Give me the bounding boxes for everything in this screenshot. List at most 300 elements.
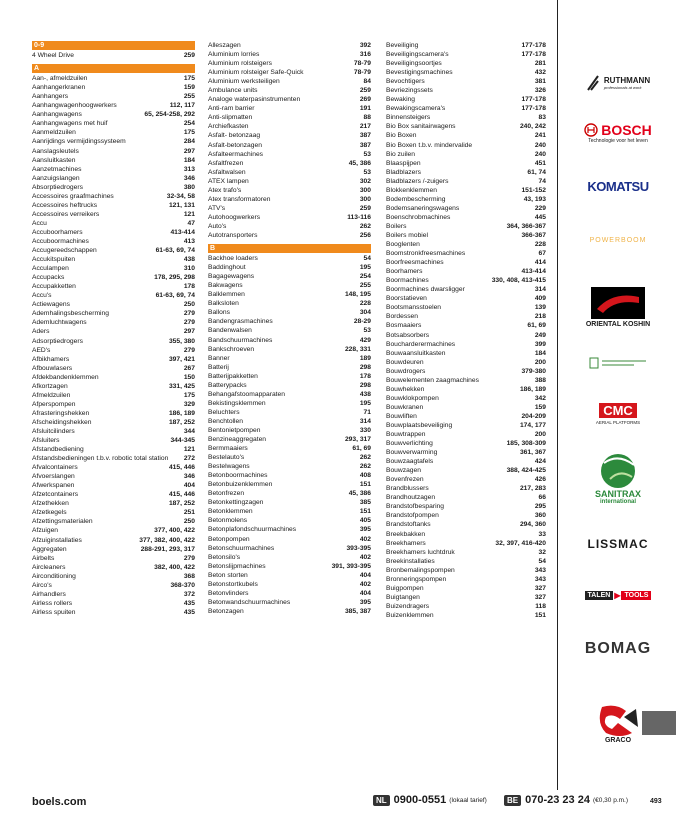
entry-term: Bandenwalsen bbox=[208, 327, 252, 335]
entry-pages: 250 bbox=[183, 518, 195, 526]
index-entry bbox=[208, 222, 371, 231]
entry-term: Bio Boxen t.b.v. mindervalide bbox=[386, 141, 473, 149]
entry-pages: 262 bbox=[359, 222, 371, 230]
entry-term: Asfalt-betonzagen bbox=[208, 141, 262, 149]
oriental-koshin-logo bbox=[560, 282, 676, 330]
entry-pages: 251 bbox=[183, 509, 195, 517]
entry-term: Adsorptiedrogers bbox=[32, 337, 83, 345]
entry-pages: 186, 189 bbox=[519, 385, 546, 393]
phone-be-number[interactable]: 070-23 23 24 bbox=[525, 794, 590, 806]
entry-term: ATEX lampen bbox=[208, 177, 249, 185]
index-entry bbox=[208, 168, 371, 177]
entry-pages: 388, 424-425 bbox=[506, 467, 546, 475]
entry-pages: 364, 366-367 bbox=[506, 222, 546, 230]
index-entry bbox=[386, 457, 546, 466]
entry-term: Airco's bbox=[32, 581, 52, 589]
entry-term: Betonboormachines bbox=[208, 472, 268, 480]
ruthmann-mark-icon bbox=[586, 74, 600, 92]
entry-term: Breekhamers luchtdruk bbox=[386, 548, 455, 556]
bosch-logo bbox=[560, 120, 676, 146]
entry-pages: 240 bbox=[534, 141, 546, 149]
entry-term: Bouwzaagtafels bbox=[386, 458, 434, 466]
index-entry bbox=[208, 507, 371, 516]
cmc-logo bbox=[560, 400, 676, 428]
entry-pages: 218 bbox=[534, 313, 546, 321]
komatsu-name: KOMATSU bbox=[587, 178, 649, 194]
index-entry bbox=[208, 326, 371, 335]
entry-term: Bouwkranen bbox=[386, 403, 424, 411]
entry-term: Bouwdrogers bbox=[386, 367, 426, 375]
entry-term: Aluminium rolsteiger Safe-Quick bbox=[208, 69, 304, 77]
index-entry bbox=[32, 246, 195, 255]
entry-term: Boormachines dwarsligger bbox=[386, 286, 465, 294]
entry-pages: 344 bbox=[183, 427, 195, 435]
index-entry bbox=[32, 445, 195, 454]
index-entry bbox=[208, 150, 371, 159]
entry-term: Balksloten bbox=[208, 300, 239, 308]
entry-term: Bouwtrappen bbox=[386, 431, 426, 439]
entry-term: Ambulance units bbox=[208, 87, 258, 95]
index-entry bbox=[208, 417, 371, 426]
entry-term: Betonmolens bbox=[208, 517, 248, 525]
entry-term: Bentonietpompen bbox=[208, 426, 261, 434]
entry-pages: 45, 386 bbox=[348, 159, 371, 167]
entry-pages: 297 bbox=[183, 147, 195, 155]
index-entry bbox=[386, 186, 546, 195]
entry-pages: 200 bbox=[534, 431, 546, 439]
entry-pages: 43, 193 bbox=[523, 195, 546, 203]
index-entry bbox=[32, 165, 195, 174]
index-entry bbox=[386, 439, 546, 448]
entry-term: Accuboorhamers bbox=[32, 228, 83, 236]
koshin-name: ORIENTAL KOSHIN bbox=[585, 320, 651, 328]
entry-pages: 112, 117 bbox=[169, 102, 195, 110]
index-entry bbox=[386, 340, 546, 349]
index-entry bbox=[386, 50, 546, 59]
entry-pages: 302 bbox=[359, 177, 371, 185]
index-entry bbox=[386, 68, 546, 77]
entry-term: Aircleaners bbox=[32, 563, 66, 571]
index-entry bbox=[208, 336, 371, 345]
bosch-tagline: Technologie voor het leven bbox=[588, 138, 648, 144]
entry-term: Afbikhamers bbox=[32, 355, 70, 363]
entry-term: Bouwliften bbox=[386, 412, 417, 420]
entry-term: Brandstofbesparing bbox=[386, 503, 444, 511]
entry-term: Afzuigen bbox=[32, 527, 59, 535]
entry-pages: 300 bbox=[359, 186, 371, 194]
entry-pages: 178 bbox=[359, 372, 371, 380]
entry-pages: 408 bbox=[359, 472, 371, 480]
entry-term: Alleszagen bbox=[208, 42, 241, 49]
index-entry bbox=[32, 472, 195, 481]
entry-term: Buigtangen bbox=[386, 593, 420, 601]
index-entry bbox=[386, 294, 546, 303]
entry-pages: 405 bbox=[359, 517, 371, 525]
entry-term: Atex trafo's bbox=[208, 186, 242, 194]
index-entry bbox=[32, 590, 195, 599]
entry-term: Behangafstoomapparaten bbox=[208, 390, 285, 398]
index-entry bbox=[32, 156, 195, 165]
entry-term: Bouwhekken bbox=[386, 385, 425, 393]
index-entry bbox=[386, 303, 546, 312]
entry-pages: 395 bbox=[359, 598, 371, 606]
entry-pages: 241 bbox=[534, 132, 546, 140]
entry-term: Bewakingscamera's bbox=[386, 105, 446, 113]
index-entry bbox=[208, 231, 371, 240]
entry-term: ATV's bbox=[208, 204, 226, 212]
index-entry bbox=[208, 204, 371, 213]
index-entry bbox=[32, 101, 195, 110]
entry-pages: 342 bbox=[534, 394, 546, 402]
entry-pages: 343 bbox=[534, 575, 546, 583]
entry-term: Breekbakken bbox=[386, 530, 426, 538]
index-entry bbox=[32, 228, 195, 237]
entry-pages: 368 bbox=[183, 572, 195, 580]
komatsu-logo bbox=[560, 177, 676, 195]
index-entry bbox=[32, 119, 195, 128]
entry-pages: 355, 380 bbox=[168, 337, 195, 345]
entry-term: Brandhoutzagen bbox=[386, 494, 436, 502]
entry-term: Breekhamers bbox=[386, 539, 426, 547]
entry-pages: 387 bbox=[359, 141, 371, 149]
entry-pages: 121 bbox=[183, 446, 195, 454]
divider-line bbox=[557, 0, 558, 790]
entry-pages: 385 bbox=[359, 499, 371, 507]
entry-term: Afstandsbedieningen t.b.v. robotic total station bbox=[32, 455, 169, 463]
index-entry bbox=[208, 589, 371, 598]
index-entry bbox=[386, 141, 546, 150]
entry-term: Aanmeldzuilen bbox=[32, 129, 76, 137]
index-entry bbox=[386, 249, 546, 258]
entry-pages: 195 bbox=[359, 399, 371, 407]
entry-pages: 32 bbox=[538, 548, 546, 556]
entry-term: Ballons bbox=[208, 309, 230, 317]
index-entry bbox=[32, 526, 195, 535]
index-entry bbox=[208, 480, 371, 489]
index-entry bbox=[32, 291, 195, 300]
index-entry bbox=[208, 195, 371, 204]
entry-pages: 379-380 bbox=[521, 367, 546, 375]
index-entry bbox=[32, 581, 195, 590]
entry-term: Afmeldzuilen bbox=[32, 391, 71, 399]
index-entry bbox=[208, 59, 371, 68]
entry-pages: 330 bbox=[359, 426, 371, 434]
index-entry bbox=[32, 174, 195, 183]
index-entry bbox=[32, 137, 195, 146]
entry-pages: 148, 195 bbox=[344, 291, 371, 299]
entry-pages: 177-178 bbox=[521, 105, 546, 113]
entry-pages: 269 bbox=[359, 96, 371, 104]
entry-term: Aan-, afmeldzuilen bbox=[32, 75, 88, 83]
phone-nl-note: (lokaal tarief) bbox=[449, 796, 487, 804]
index-entry bbox=[386, 548, 546, 557]
entry-pages: 187, 252 bbox=[168, 418, 195, 426]
index-entry bbox=[32, 300, 195, 309]
index-entry bbox=[32, 545, 195, 554]
index-entry bbox=[208, 254, 371, 263]
entry-pages: 331, 425 bbox=[168, 382, 195, 390]
index-entry bbox=[208, 516, 371, 525]
entry-pages: 175 bbox=[183, 129, 195, 137]
entry-term: Bakwagens bbox=[208, 282, 243, 290]
entry-term: Blaaspijpen bbox=[386, 159, 421, 167]
index-entry bbox=[386, 122, 546, 131]
entry-term: Aanhangwagens met huif bbox=[32, 120, 108, 128]
index-entry bbox=[386, 77, 546, 86]
index-entry bbox=[208, 598, 371, 607]
index-entry bbox=[386, 484, 546, 493]
entry-pages: 279 bbox=[183, 310, 195, 318]
index-entry bbox=[32, 128, 195, 137]
index-entry bbox=[32, 183, 195, 192]
entry-pages: 185, 308-309 bbox=[506, 440, 546, 448]
entry-pages: 61, 69 bbox=[527, 322, 546, 330]
entry-term: Afperspompen bbox=[32, 400, 76, 408]
entry-term: Aanhangwagenhoogwerkers bbox=[32, 102, 117, 110]
entry-term: Aluminium lorries bbox=[208, 51, 260, 59]
entry-term: Betonfrezen bbox=[208, 490, 245, 498]
entry-pages: 217, 283 bbox=[519, 485, 546, 493]
index-column-1 bbox=[32, 41, 195, 617]
page-number: 493 bbox=[650, 798, 662, 805]
entry-term: Betonwandschuurmachines bbox=[208, 598, 291, 606]
index-entry bbox=[32, 210, 195, 219]
entry-term: Boormachines bbox=[386, 277, 429, 285]
entry-pages: 184 bbox=[183, 156, 195, 164]
entry-pages: 66 bbox=[538, 494, 546, 502]
entry-term: Betonsilo's bbox=[208, 553, 241, 561]
cmc-tagline: AERIAL PLATFORMS bbox=[595, 420, 641, 425]
index-entry bbox=[386, 349, 546, 358]
green-brand-mark-icon bbox=[588, 357, 648, 369]
green-brand-logo bbox=[560, 356, 676, 370]
index-entry bbox=[208, 186, 371, 195]
index-entry bbox=[32, 454, 195, 463]
entry-term: Afdekbandenklemmen bbox=[32, 373, 99, 381]
index-entry bbox=[208, 571, 371, 580]
index-entry bbox=[208, 562, 371, 571]
entry-term: Betonvlinders bbox=[208, 589, 249, 597]
index-entry bbox=[386, 177, 546, 186]
entry-term: Banner bbox=[208, 354, 230, 362]
index-entry bbox=[32, 572, 195, 581]
index-entry bbox=[386, 593, 546, 602]
index-entry bbox=[386, 41, 546, 50]
entry-term: Autotransporters bbox=[208, 231, 258, 239]
entry-term: 4 Wheel Drive bbox=[32, 52, 74, 60]
entry-term: Booglenten bbox=[386, 241, 420, 249]
entry-pages: 78-79 bbox=[353, 60, 371, 68]
entry-pages: 88 bbox=[363, 114, 371, 122]
index-entry bbox=[32, 273, 195, 282]
index-entry bbox=[386, 222, 546, 231]
entry-term: Asfaltwalsen bbox=[208, 168, 246, 176]
entry-pages: 310 bbox=[183, 265, 195, 273]
entry-pages: 175 bbox=[183, 391, 195, 399]
footer bbox=[0, 790, 676, 814]
index-entry bbox=[32, 309, 195, 318]
entry-pages: 177-178 bbox=[521, 42, 546, 49]
entry-term: Betonplafondschuurmachines bbox=[208, 526, 297, 534]
entry-pages: 432 bbox=[534, 69, 546, 77]
index-entry bbox=[208, 104, 371, 113]
entry-term: Betonstortkubels bbox=[208, 580, 258, 588]
index-entry bbox=[208, 471, 371, 480]
index-entry bbox=[32, 264, 195, 273]
entry-term: Afwerkspanen bbox=[32, 482, 75, 490]
index-entry bbox=[208, 141, 371, 150]
entry-term: Bekistingsklemmen bbox=[208, 399, 266, 407]
index-entry bbox=[32, 74, 195, 83]
entry-term: Afzetkegels bbox=[32, 509, 67, 517]
index-entry bbox=[386, 204, 546, 213]
entry-term: Beveiliging bbox=[386, 42, 419, 49]
index-entry bbox=[32, 282, 195, 291]
entry-term: Anti-slipmatten bbox=[208, 114, 253, 122]
index-entry bbox=[32, 382, 195, 391]
entry-term: Bosmaaiers bbox=[386, 322, 422, 330]
index-entry bbox=[32, 110, 195, 119]
index-entry bbox=[386, 131, 546, 140]
entry-term: Anti-ram barrier bbox=[208, 105, 255, 113]
entry-pages: 298 bbox=[359, 363, 371, 371]
bomag-logo bbox=[560, 638, 676, 660]
entry-pages: 409 bbox=[534, 295, 546, 303]
entry-pages: 329 bbox=[183, 400, 195, 408]
bosch-name: BOSCH bbox=[601, 122, 652, 138]
entry-pages: 279 bbox=[183, 319, 195, 327]
talen-tools-logo bbox=[560, 588, 676, 602]
entry-pages: 33 bbox=[538, 530, 546, 538]
entry-pages: 151 bbox=[359, 508, 371, 516]
index-entry bbox=[386, 539, 546, 548]
entry-pages: 393-395 bbox=[346, 544, 371, 552]
entry-term: Bevestigingsmachines bbox=[386, 69, 453, 77]
entry-term: Boilers mobiel bbox=[386, 231, 428, 239]
entry-pages: 397, 421 bbox=[168, 355, 195, 363]
index-entry bbox=[208, 86, 371, 95]
entry-term: Bordessen bbox=[386, 313, 418, 321]
entry-term: Batterypacks bbox=[208, 381, 247, 389]
entry-term: Aanhangers bbox=[32, 93, 69, 101]
index-entry bbox=[32, 436, 195, 445]
entry-pages: 404 bbox=[183, 482, 195, 490]
entry-term: Bandengrasmachines bbox=[208, 318, 273, 326]
index-entry bbox=[386, 493, 546, 502]
index-entry bbox=[386, 358, 546, 367]
entry-pages: 204-209 bbox=[521, 412, 546, 420]
entry-pages: 314 bbox=[534, 286, 546, 294]
index-entry bbox=[386, 575, 546, 584]
index-entry bbox=[386, 557, 546, 566]
entry-term: Bevochtigers bbox=[386, 78, 425, 86]
index-entry bbox=[32, 255, 195, 264]
index-entry bbox=[386, 421, 546, 430]
phone-nl-number[interactable]: 0900-0551 bbox=[393, 794, 447, 806]
entry-pages: 330, 408, 413-415 bbox=[491, 277, 546, 285]
entry-pages: 45, 386 bbox=[348, 490, 371, 498]
entry-term: Bermmaaiers bbox=[208, 445, 248, 453]
index-entry bbox=[32, 608, 195, 617]
entry-pages: 343 bbox=[534, 566, 546, 574]
entry-pages: 254 bbox=[183, 120, 195, 128]
index-entry bbox=[208, 498, 371, 507]
country-code-nl: NL bbox=[373, 795, 390, 806]
entry-pages: 262 bbox=[359, 454, 371, 462]
index-entry bbox=[32, 481, 195, 490]
site-url[interactable]: boels.com bbox=[32, 796, 87, 808]
entry-term: Afsluitcilinders bbox=[32, 427, 75, 435]
index-entry bbox=[386, 86, 546, 95]
ruthmann-tagline: professionals at work bbox=[603, 85, 642, 90]
entry-term: Bodemsaneringswagens bbox=[386, 204, 460, 212]
entry-term: Brandblussers bbox=[386, 485, 429, 493]
index-entry bbox=[386, 520, 546, 529]
index-entry bbox=[208, 381, 371, 390]
entry-pages: 151 bbox=[534, 611, 546, 619]
entry-pages: 279 bbox=[183, 554, 195, 562]
entry-term: Bouwverwarming bbox=[386, 449, 438, 457]
entry-term: Accessoires graafmachines bbox=[32, 192, 114, 200]
entry-pages: 178, 295, 298 bbox=[154, 274, 195, 282]
entry-pages: 415, 446 bbox=[168, 491, 195, 499]
entry-pages: 297 bbox=[183, 328, 195, 336]
index-column-2 bbox=[208, 41, 371, 616]
index-entry bbox=[208, 453, 371, 462]
entry-pages: 294, 360 bbox=[519, 521, 546, 529]
entry-term: Boorhamers bbox=[386, 268, 423, 276]
entry-term: Aanrijdings vermijdingssysteem bbox=[32, 138, 126, 146]
entry-pages: 391, 393-395 bbox=[331, 562, 371, 570]
entry-pages: 61-63, 69, 74 bbox=[155, 247, 195, 255]
entry-term: Bestelwagens bbox=[208, 463, 250, 471]
entry-term: Afzettingsmaterialen bbox=[32, 518, 93, 526]
graco-emblem-icon bbox=[596, 703, 640, 737]
entry-pages: 150 bbox=[183, 373, 195, 381]
index-entry bbox=[386, 150, 546, 159]
cmc-name: CMC bbox=[599, 403, 637, 418]
entry-term: Afbouwlasers bbox=[32, 364, 73, 372]
index-entry bbox=[208, 544, 371, 553]
index-entry bbox=[208, 77, 371, 86]
entry-pages: 381 bbox=[534, 78, 546, 86]
index-entry bbox=[208, 263, 371, 272]
index-entry bbox=[386, 412, 546, 421]
index-entry bbox=[208, 131, 371, 140]
index-entry bbox=[386, 367, 546, 376]
entry-term: Bronbemalingspompen bbox=[386, 566, 455, 574]
index-entry bbox=[386, 502, 546, 511]
index-entry bbox=[208, 95, 371, 104]
entry-term: Airless spuiten bbox=[32, 608, 76, 616]
entry-pages: 240 bbox=[534, 150, 546, 158]
entry-term: Afzethekken bbox=[32, 500, 69, 508]
entry-term: Aanhangerkranen bbox=[32, 84, 86, 92]
bomag-name: BOMAG bbox=[584, 640, 652, 657]
entry-pages: 424 bbox=[534, 458, 546, 466]
index-entry bbox=[208, 177, 371, 186]
index-entry bbox=[386, 240, 546, 249]
index-entry bbox=[386, 385, 546, 394]
index-entry bbox=[32, 409, 195, 418]
entry-pages: 256 bbox=[359, 231, 371, 239]
index-entry bbox=[386, 321, 546, 330]
entry-term: Afzetcontainers bbox=[32, 491, 79, 499]
index-entry bbox=[32, 201, 195, 210]
entry-pages: 113-116 bbox=[347, 213, 371, 221]
entry-pages: 300 bbox=[359, 195, 371, 203]
entry-pages: 189 bbox=[359, 354, 371, 362]
